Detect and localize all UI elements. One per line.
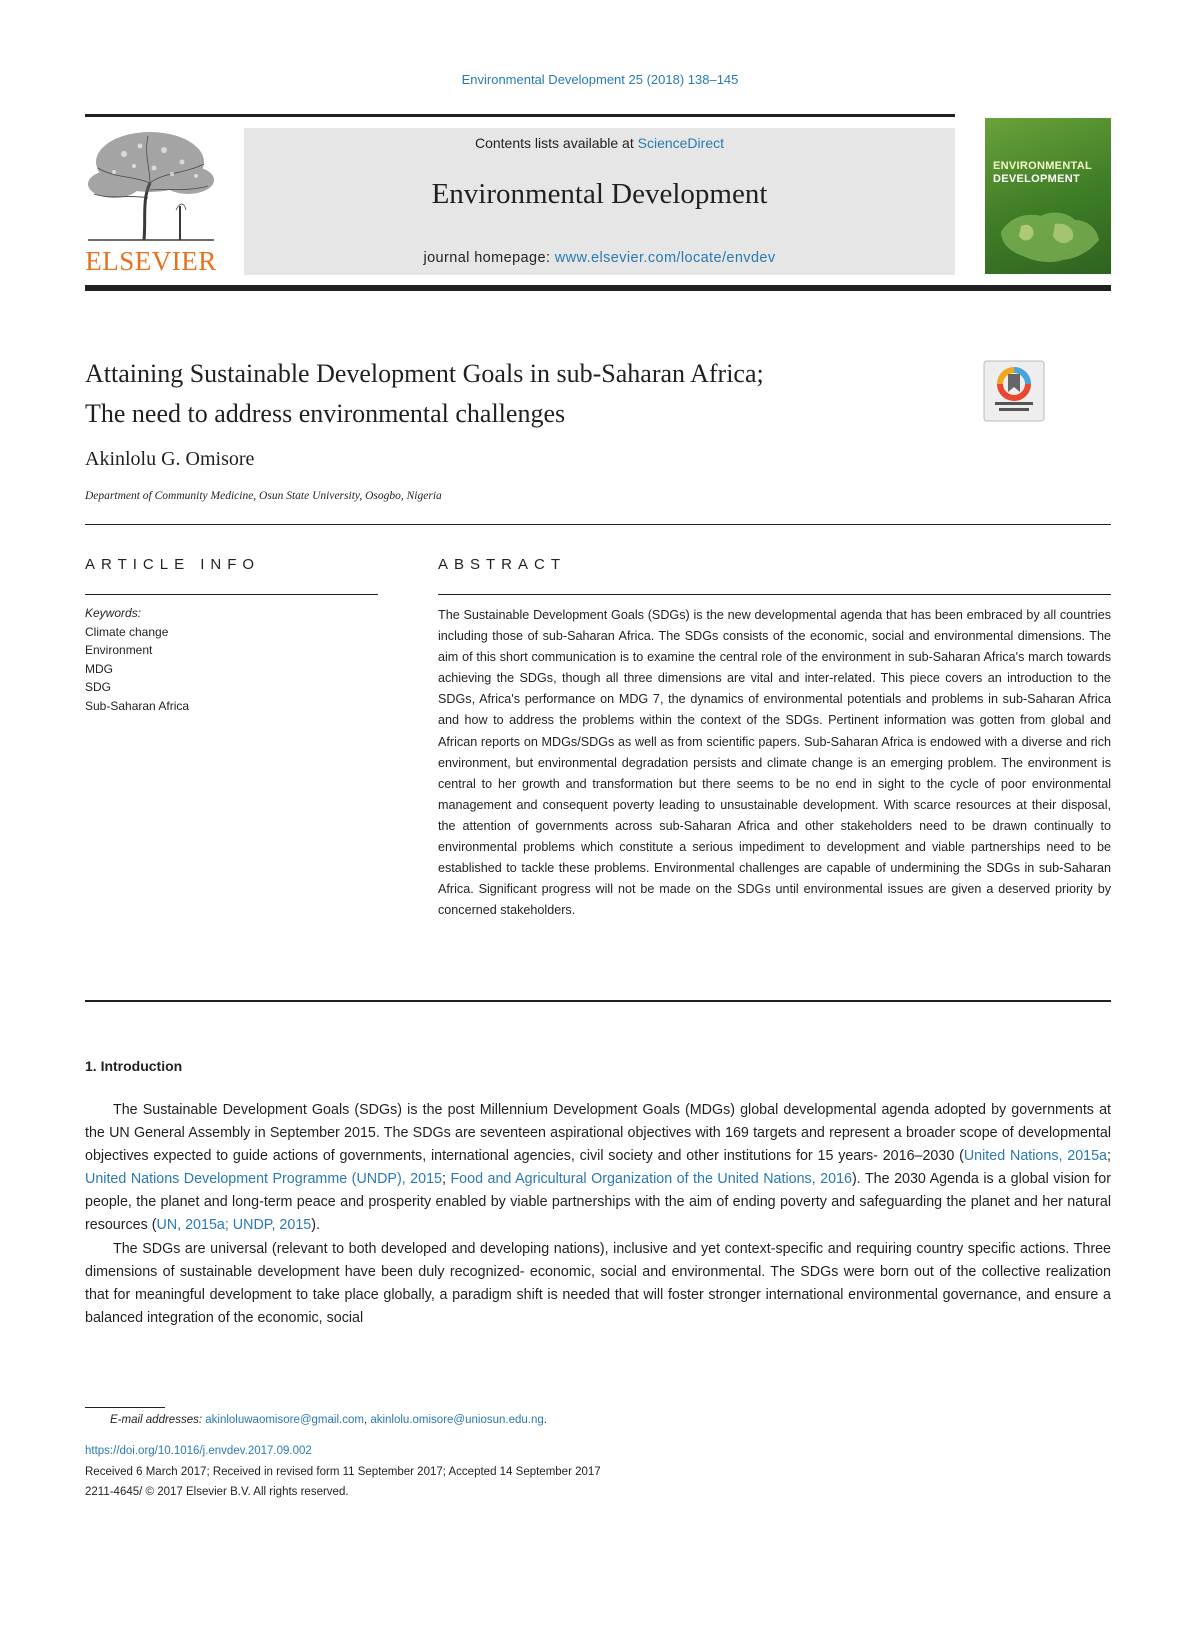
section-heading-introduction: 1. Introduction	[85, 1058, 183, 1074]
cover-title-line-1: ENVIRONMENTAL	[993, 160, 1093, 172]
header-rule-bottom	[85, 285, 1111, 291]
sciencedirect-link[interactable]: ScienceDirect	[637, 135, 724, 151]
text-run: ;	[441, 1171, 451, 1188]
contents-prefix: Contents lists available at	[474, 135, 638, 151]
globe-map-icon	[995, 202, 1105, 266]
journal-homepage-link[interactable]: www.elsevier.com/locate/envdev	[554, 250, 776, 266]
contents-line	[244, 135, 955, 151]
homepage-line	[244, 250, 955, 266]
email-footnote	[110, 1414, 547, 1426]
homepage-prefix: journal homepage:	[423, 250, 555, 266]
citation-link[interactable]: UN, 2015a; UNDP, 2015	[156, 1217, 312, 1234]
introduction-body	[85, 1099, 1111, 1330]
journal-cover-image[interactable]	[985, 118, 1111, 274]
elsevier-logo[interactable]	[84, 128, 218, 276]
doi-link[interactable]: https://doi.org/10.1016/j.envdev.2017.09.002	[85, 1445, 312, 1457]
abstract-heading: ABSTRACT	[438, 556, 567, 573]
elsevier-tree-icon	[84, 128, 218, 246]
citation-link[interactable]: Food and Agricultural Organization of the United Nations, 2016	[450, 1171, 852, 1188]
check-for-updates-button[interactable]	[983, 360, 1045, 422]
article-title-line-2: The need to address environmental challenges	[85, 399, 566, 428]
text-run: The Sustainable Development Goals (SDGs) is the post Millennium Development Goals (MDGs) global developmental agenda adopted by governments at the UN General Assembly in September 2015. The SDGs are seventeen aspirational objectives with 169 targets and represent a broader scope of developmental objectives expected to guide actions of governments, international agencies, civil society and other institutions for 15 years- 2016–2030 (	[85, 1102, 1111, 1165]
cover-title-line-2: DEVELOPMENT	[993, 173, 1081, 185]
elsevier-wordmark: ELSEVIER	[85, 246, 217, 276]
text-run: ,	[363, 1414, 371, 1426]
footnote-divider	[85, 1407, 165, 1408]
text-run: ).	[311, 1217, 320, 1234]
received-dates: Received 6 March 2017; Received in revised form 11 September 2017; Accepted 14 September 2017	[85, 1466, 601, 1478]
keywords-label: Keywords:	[85, 606, 142, 620]
author-affiliation: Department of Community Medicine, Osun State University, Osogbo, Nigeria	[85, 490, 442, 502]
journal-citation[interactable]: Environmental Development 25 (2018) 138–145	[461, 72, 739, 87]
journal-name: Environmental Development	[431, 178, 768, 210]
paragraph: The SDGs are universal (relevant to both developed and developing nations), inclusive and yet context-specific and requiring country specific actions. Three dimensions of sustainable development have been duly recognized- economic, social and environmental. The SDGs were born out of the collective realization that for meaningful development to take place globally, a paradigm shift is needed that will foster stronger international environmental governance, and ensure a balanced integration of the economic, social	[85, 1240, 1111, 1326]
divider	[85, 594, 378, 595]
keyword-item: SDG	[85, 680, 112, 694]
copyright-line: 2211-4645/ © 2017 Elsevier B.V. All rights reserved.	[85, 1486, 349, 1498]
divider	[85, 524, 1111, 525]
email-link[interactable]: akinloluwaomisore@gmail.com	[205, 1414, 364, 1426]
author-name: Akinlolu G. Omisore	[85, 448, 255, 470]
text-run: .	[543, 1414, 547, 1426]
keyword-item: MDG	[85, 661, 113, 676]
keyword-item: Sub-Saharan Africa	[85, 698, 190, 713]
citation-link[interactable]: United Nations, 2015a	[963, 1148, 1107, 1165]
keywords-list	[85, 604, 189, 715]
journal-masthead	[244, 128, 955, 275]
header-rule-top	[85, 114, 955, 117]
check-for-updates-icon	[983, 360, 1045, 422]
text-run: ;	[1107, 1148, 1111, 1165]
text-run: ). The 2030 Agenda is a global vision for people, the planet and long-term peace and prosperity enabled by viable partnerships with the aim of ending poverty and safeguarding the planet and her natural resources (	[85, 1171, 1111, 1234]
email-link[interactable]: akinlolu.omisore@uniosun.edu.ng	[370, 1414, 544, 1426]
abstract-text: The Sustainable Development Goals (SDGs) is the new developmental agenda that has been embraced by all countries including those of sub-Saharan Africa. The SDGs consists of the economic, social and environmental dimensions. The aim of this short communication is to examine the central role of the environment in sub-Saharan Africa's march towards achieving the SDGs, though all three dimensions are vital and inter-related. This piece covers an introduction to the SDGs, Africa's performance on MDG 7, the dynamics of environmental potentials and problems in sub-Saharan Africa and how to address the problems within the context of the SDGs. Pertinent information was gotten from global and African reports on MDGs/SDGs as well as from scientific papers. Sub-Saharan Africa is endowed with a diverse and rich environment, but environmental degradation persists and climate change is an emerging problem. The environment is central to her growth and transformation but there seems to be no end in sight to the cycle of poor environmental management and consequent poverty leading to unsustainable development. With scarce resources at their disposal, the attention of governments across sub-Saharan Africa and other stakeholders need to be drawn continually to environmental problems which constitute a serious impediment to development and viable partnerships need to be established to tackle these problems. Environmental challenges are capable of undermining the SDGs in sub-Saharan Africa. Significant progress will not be made on the SDGs until environmental issues are given a deserved priority by concerned stakeholders.	[438, 608, 1111, 918]
citation-link[interactable]: United Nations Development Programme (UNDP), 2015	[85, 1171, 442, 1188]
paragraph	[85, 1099, 1111, 1238]
article-info-heading: ARTICLE INFO	[85, 556, 261, 573]
email-label: E-mail addresses:	[110, 1414, 203, 1426]
keyword-item: Climate change	[85, 624, 169, 639]
article-title-line-1: Attaining Sustainable Development Goals in sub-Saharan Africa;	[85, 359, 764, 388]
article-title	[85, 354, 965, 434]
divider	[85, 1000, 1111, 1002]
divider	[438, 594, 1111, 595]
keyword-item: Environment	[85, 643, 153, 657]
